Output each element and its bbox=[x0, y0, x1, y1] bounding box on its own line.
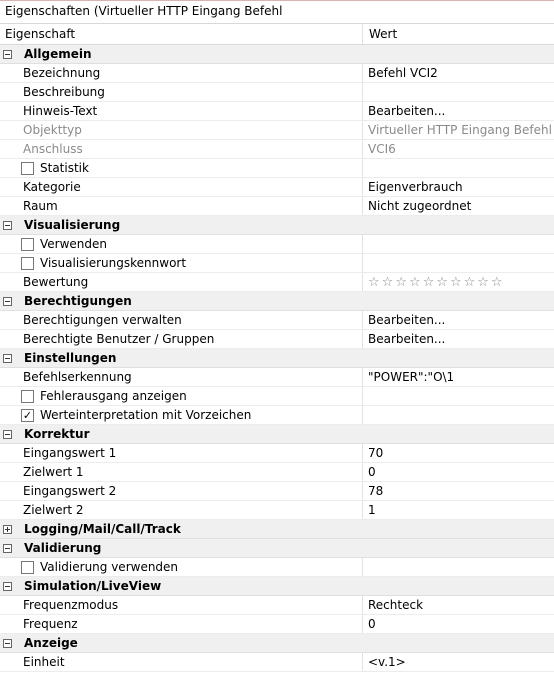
star-icon[interactable]: ☆ bbox=[395, 274, 407, 290]
property-name bbox=[0, 235, 363, 253]
category-label: Einstellungen bbox=[24, 351, 117, 365]
collapse-icon[interactable] bbox=[0, 425, 14, 444]
property-value bbox=[363, 254, 554, 272]
property-row-berechtigte-benutzer-gruppen[interactable] bbox=[0, 330, 554, 349]
property-row-raum[interactable] bbox=[0, 197, 554, 216]
property-name bbox=[0, 330, 363, 348]
property-value[interactable]: Bearbeiten... bbox=[368, 312, 446, 327]
property-name bbox=[0, 83, 363, 101]
property-row-validierung-verwenden[interactable] bbox=[0, 558, 554, 577]
property-label: Anschluss bbox=[23, 141, 83, 156]
property-value[interactable]: Befehl VCI2 bbox=[368, 65, 438, 80]
property-row-visualisierungskennwort[interactable] bbox=[0, 254, 554, 273]
property-name bbox=[0, 653, 363, 671]
property-name bbox=[0, 254, 363, 272]
property-name bbox=[0, 368, 363, 386]
property-label: Bewertung bbox=[23, 274, 89, 289]
property-row-kategorie[interactable] bbox=[0, 178, 554, 197]
category-label: Validierung bbox=[24, 541, 102, 555]
column-header-value[interactable]: Wert bbox=[369, 27, 398, 41]
category-berechtigungen[interactable] bbox=[0, 292, 554, 311]
property-name bbox=[0, 311, 363, 329]
category-label: Allgemein bbox=[24, 47, 92, 61]
property-row-bezeichnung[interactable] bbox=[0, 64, 554, 83]
property-value[interactable]: 1 bbox=[368, 502, 376, 517]
collapse-icon[interactable] bbox=[0, 577, 14, 596]
column-header-property[interactable]: Eigenschaft bbox=[0, 24, 363, 44]
property-row-eingangswert-1[interactable] bbox=[0, 444, 554, 463]
property-row-einheit[interactable] bbox=[0, 653, 554, 672]
checkbox-werteinterpretation-mit-vorzeichen[interactable]: ✓ bbox=[22, 408, 33, 422]
property-label: Objekttyp bbox=[23, 122, 82, 137]
category-label: Logging/Mail/Call/Track bbox=[24, 522, 181, 536]
property-value[interactable]: Nicht zugeordnet bbox=[368, 198, 472, 213]
property-row-beschreibung[interactable] bbox=[0, 83, 554, 102]
property-name bbox=[0, 615, 363, 633]
property-value[interactable] bbox=[363, 273, 554, 291]
category-label: Berechtigungen bbox=[24, 294, 132, 308]
category-label: Visualisierung bbox=[24, 218, 121, 232]
category-label: Anzeige bbox=[24, 636, 78, 650]
property-label: Eingangswert 1 bbox=[23, 445, 117, 460]
panel-title: Eigenschaften (Virtueller HTTP Eingang Befehl bbox=[0, 1, 554, 24]
property-name bbox=[0, 387, 363, 405]
star-icon[interactable]: ☆ bbox=[381, 274, 394, 290]
collapse-icon[interactable] bbox=[0, 539, 14, 558]
property-row-frequenz[interactable] bbox=[0, 615, 554, 634]
property-row-objekttyp[interactable] bbox=[0, 121, 554, 140]
property-label: Bezeichnung bbox=[23, 65, 101, 80]
property-name bbox=[0, 64, 363, 82]
property-row-werteinterpretation-mit-vorzeichen[interactable] bbox=[0, 406, 554, 425]
property-row-frequenzmodus[interactable] bbox=[0, 596, 554, 615]
rating-stars[interactable] bbox=[368, 276, 503, 289]
property-name bbox=[0, 178, 363, 196]
property-value[interactable]: "POWER":"O\1 bbox=[368, 369, 455, 384]
category-einstellungen[interactable] bbox=[0, 349, 554, 368]
property-value bbox=[363, 558, 554, 576]
property-name bbox=[0, 406, 363, 424]
property-value[interactable]: 0 bbox=[368, 464, 376, 479]
property-label: Berechtigte Benutzer / Gruppen bbox=[23, 331, 215, 346]
property-label: Visualisierungskennwort bbox=[40, 255, 187, 270]
expand-icon[interactable] bbox=[0, 520, 14, 539]
star-icon[interactable]: ☆ bbox=[449, 274, 462, 290]
property-value[interactable]: Rechteck bbox=[368, 597, 424, 612]
property-name bbox=[0, 482, 363, 500]
star-icon[interactable]: ☆ bbox=[408, 274, 421, 290]
property-value[interactable]: <v.1> bbox=[368, 654, 406, 669]
property-value[interactable]: 0 bbox=[368, 616, 376, 631]
collapse-icon[interactable] bbox=[0, 349, 14, 368]
collapse-icon[interactable] bbox=[0, 216, 14, 235]
category-label: Korrektur bbox=[24, 427, 90, 441]
property-name bbox=[0, 140, 363, 158]
star-icon[interactable]: ☆ bbox=[422, 274, 435, 290]
category-label: Simulation/LiveView bbox=[24, 579, 162, 593]
property-value[interactable]: 78 bbox=[368, 483, 384, 498]
collapse-icon[interactable] bbox=[0, 292, 14, 311]
property-name bbox=[0, 444, 363, 462]
property-value: VCI6 bbox=[368, 141, 396, 156]
property-row-hinweis-text[interactable] bbox=[0, 102, 554, 121]
star-icon[interactable]: ☆ bbox=[436, 274, 448, 290]
property-label: Raum bbox=[23, 198, 58, 213]
property-label: Befehlserkennung bbox=[23, 369, 132, 384]
category-anzeige[interactable] bbox=[0, 634, 554, 653]
property-value[interactable]: 70 bbox=[368, 445, 384, 460]
star-icon[interactable]: ☆ bbox=[490, 274, 503, 290]
property-label: Kategorie bbox=[23, 179, 81, 194]
property-row-eingangswert-2[interactable] bbox=[0, 482, 554, 501]
category-visualisierung[interactable] bbox=[0, 216, 554, 235]
property-label: Zielwert 2 bbox=[23, 502, 84, 517]
property-label: Hinweis-Text bbox=[23, 103, 98, 118]
property-grid bbox=[0, 45, 554, 672]
property-value[interactable]: Bearbeiten... bbox=[368, 331, 446, 346]
category-simulation-liveview[interactable] bbox=[0, 577, 554, 596]
property-value[interactable] bbox=[363, 83, 554, 101]
checkbox-verwenden[interactable] bbox=[21, 238, 34, 251]
category-logging-mail-call-track[interactable] bbox=[0, 520, 554, 539]
checkbox-statistik[interactable] bbox=[21, 162, 34, 175]
property-name bbox=[0, 121, 363, 139]
collapse-icon[interactable] bbox=[0, 634, 14, 653]
checkbox-fehlerausgang-anzeigen[interactable] bbox=[21, 390, 34, 403]
category-allgemein[interactable] bbox=[0, 45, 554, 64]
property-label: Werteinterpretation mit Vorzeichen bbox=[40, 407, 252, 422]
checkbox-validierung-verwenden[interactable] bbox=[21, 561, 34, 574]
property-value: Virtueller HTTP Eingang Befehl bbox=[368, 122, 552, 137]
property-label: Frequenz bbox=[23, 616, 78, 631]
category-validierung[interactable] bbox=[0, 539, 554, 558]
property-row-verwenden[interactable] bbox=[0, 235, 554, 254]
property-name bbox=[0, 273, 363, 291]
property-row-zielwert-1[interactable] bbox=[0, 463, 554, 482]
property-label: Eingangswert 2 bbox=[23, 483, 117, 498]
property-name bbox=[0, 463, 363, 481]
property-name bbox=[0, 501, 363, 519]
property-row-anschluss[interactable] bbox=[0, 140, 554, 159]
property-row-berechtigungen-verwalten[interactable] bbox=[0, 311, 554, 330]
collapse-icon[interactable] bbox=[0, 45, 14, 64]
property-value bbox=[363, 235, 554, 253]
property-label: Frequenzmodus bbox=[23, 597, 119, 612]
column-header bbox=[0, 24, 554, 45]
checkbox-visualisierungskennwort[interactable] bbox=[21, 257, 34, 270]
property-label: Verwenden bbox=[40, 236, 108, 251]
property-label: Beschreibung bbox=[23, 84, 105, 99]
property-name bbox=[0, 102, 363, 120]
property-name bbox=[0, 558, 363, 576]
property-label: Fehlerausgang anzeigen bbox=[40, 388, 187, 403]
property-label: Berechtigungen verwalten bbox=[23, 312, 182, 327]
property-row-statistik[interactable] bbox=[0, 159, 554, 178]
property-label: Validierung verwenden bbox=[40, 559, 179, 574]
property-value[interactable]: Eigenverbrauch bbox=[368, 179, 463, 194]
property-label: Statistik bbox=[40, 160, 89, 175]
property-value bbox=[363, 406, 554, 424]
property-value[interactable]: Bearbeiten... bbox=[368, 103, 446, 118]
category-korrektur[interactable] bbox=[0, 425, 554, 444]
property-value bbox=[363, 159, 554, 177]
property-value bbox=[363, 387, 554, 405]
star-icon[interactable]: ☆ bbox=[463, 274, 476, 290]
property-row-zielwert-2[interactable] bbox=[0, 501, 554, 520]
property-name bbox=[0, 159, 363, 177]
star-icon[interactable]: ☆ bbox=[477, 274, 489, 290]
property-name bbox=[0, 596, 363, 614]
property-label: Zielwert 1 bbox=[23, 464, 84, 479]
property-label: Einheit bbox=[23, 654, 65, 669]
star-icon[interactable]: ☆ bbox=[368, 274, 380, 290]
property-row-fehlerausgang-anzeigen[interactable] bbox=[0, 387, 554, 406]
property-row-bewertung[interactable] bbox=[0, 273, 554, 292]
property-row-befehlserkennung[interactable] bbox=[0, 368, 554, 387]
property-name bbox=[0, 197, 363, 215]
